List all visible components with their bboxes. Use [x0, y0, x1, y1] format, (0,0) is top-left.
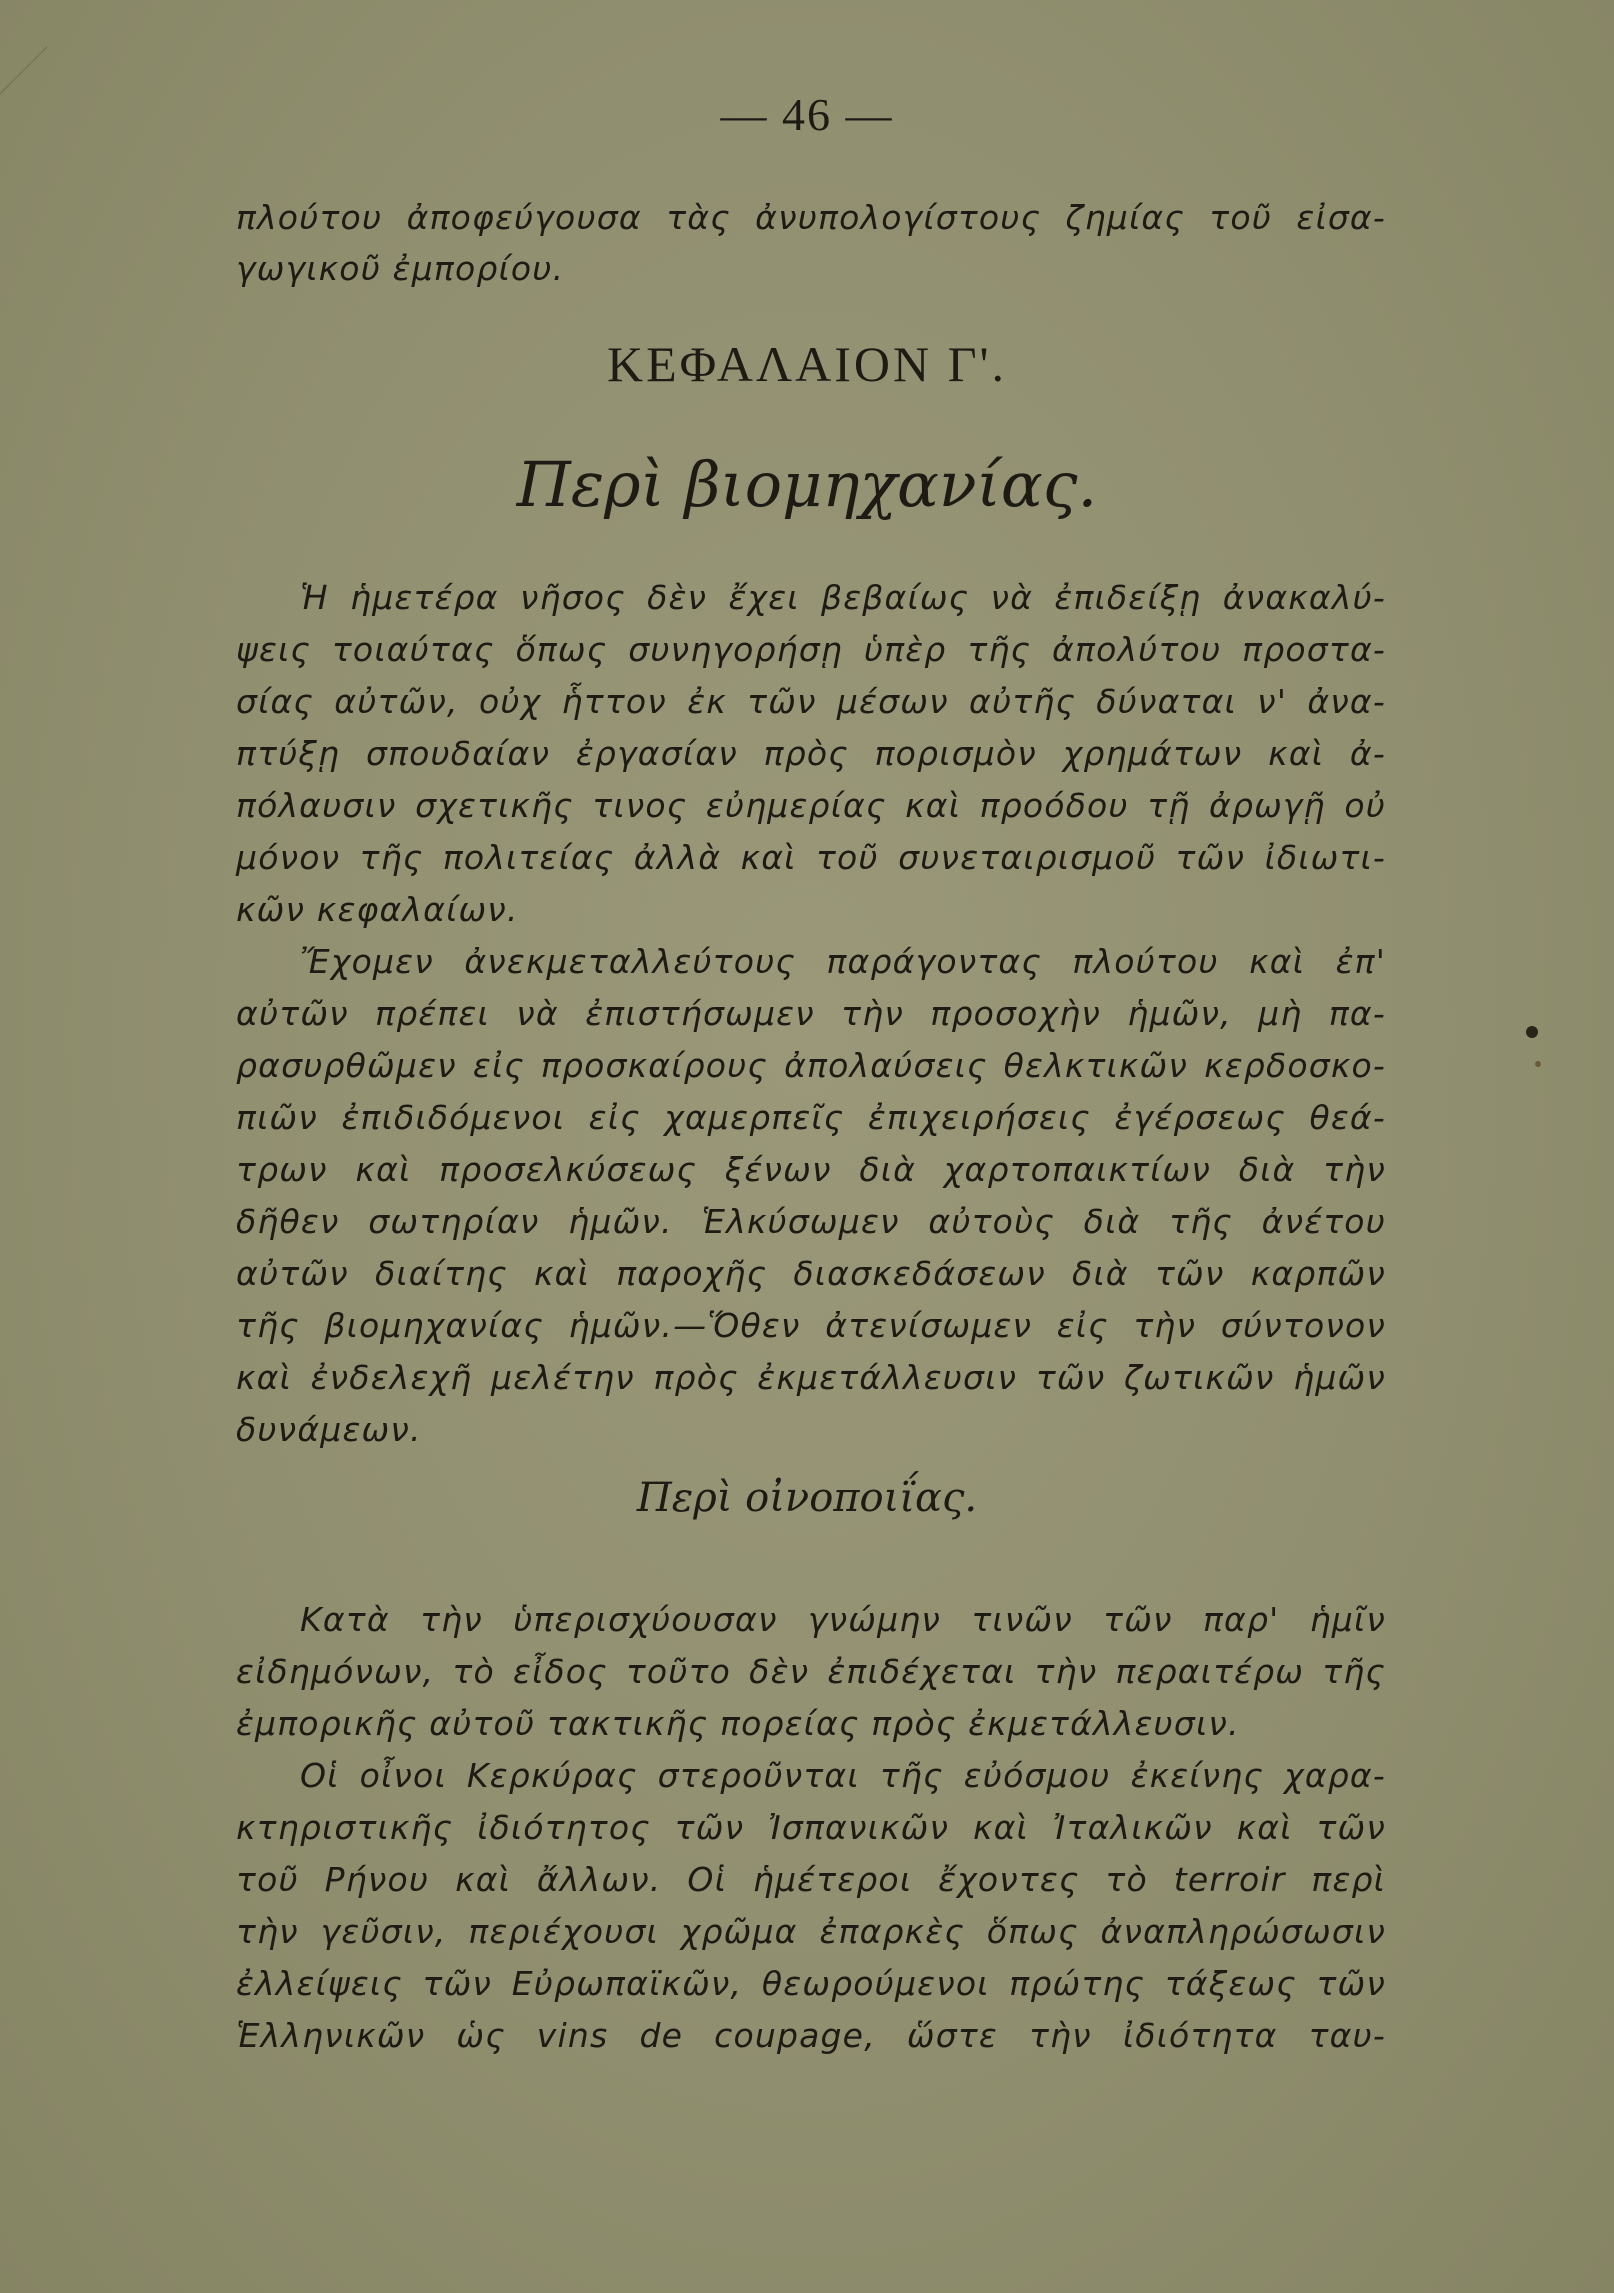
- text-line: εἰδημόνων, τὸ εἶδος τοῦτο δὲν ἐπιδέχεται τὴν περαιτέρω τῆς: [236, 1652, 1386, 1691]
- section-title-winemaking: Περὶ οἰνοποιΐας.: [636, 1475, 978, 1521]
- text-line: κῶν κεφαλαίων.: [236, 890, 519, 929]
- text-line: ρασυρθῶμεν εἰς προσκαίρους ἀπολαύσεις θελκτικῶν κερδοσκο-: [236, 1046, 1386, 1085]
- text-line: Ἡ ἡμετέρα νῆσος δὲν ἔχει βεβαίως νὰ ἐπιδείξῃ ἀνακαλύ-: [300, 578, 1386, 617]
- text-line: κτηριστικῆς ἰδιότητος τῶν Ἰσπανικῶν καὶ Ἰταλικῶν καὶ τῶν: [236, 1808, 1386, 1847]
- text-line: τρων καὶ προσελκύσεως ξένων διὰ χαρτοπαικτίων διὰ τὴν: [236, 1150, 1386, 1189]
- text-line: γωγικοῦ ἐμπορίου.: [236, 249, 565, 288]
- text-line: σίας αὐτῶν, οὐχ ἧττον ἐκ τῶν μέσων αὐτῆς δύναται ν' ἀνα-: [236, 682, 1386, 721]
- page-number: — 46 —: [720, 89, 894, 140]
- text-line: καὶ ἐνδελεχῆ μελέτην πρὸς ἐκμετάλλευσιν τῶν ζωτικῶν ἡμῶν: [236, 1358, 1386, 1397]
- text-line: πλούτου ἀποφεύγουσα τὰς ἀνυπολογίστους ζημίας τοῦ εἰσα-: [236, 198, 1386, 237]
- text-line: τοῦ Ρήνου καὶ ἄλλων. Οἱ ἡμέτεροι ἔχοντες τὸ terroir περὶ: [236, 1860, 1386, 1899]
- ink-spot: [1535, 1061, 1541, 1067]
- text-line: Ἑλληνικῶν ὡς vins de coupage, ὥστε τὴν ἰδιότητα ταυ-: [236, 2016, 1386, 2055]
- chapter-heading: ΚΕΦΑΛΑΙΟΝ Γ'.: [606, 336, 1008, 392]
- text-line: Οἱ οἶνοι Κερκύρας στεροῦνται τῆς εὐόσμου ἐκείνης χαρα-: [300, 1756, 1386, 1795]
- section-title-industry: Περὶ βιομηχανίας.: [516, 448, 1098, 521]
- text-line: δῆθεν σωτηρίαν ἡμῶν. Ἑλκύσωμεν αὐτοὺς διὰ τῆς ἀνέτου: [236, 1202, 1386, 1241]
- text-line: ψεις τοιαύτας ὅπως συνηγορήσῃ ὑπὲρ τῆς ἀπολύτου προστα-: [236, 630, 1386, 669]
- text-line: αὐτῶν διαίτης καὶ παροχῆς διασκεδάσεων διὰ τῶν καρπῶν: [236, 1254, 1386, 1293]
- text-line: Κατὰ τὴν ὑπερισχύουσαν γνώμην τινῶν τῶν παρ' ἡμῖν: [300, 1600, 1386, 1639]
- text-line: πόλαυσιν σχετικῆς τινος εὐημερίας καὶ προόδου τῇ ἀρωγῇ οὐ: [236, 786, 1386, 825]
- ink-spot: [1526, 1026, 1538, 1038]
- text-line: Ἔχομεν ἀνεκμεταλλεύτους παράγοντας πλούτου καὶ ἐπ': [300, 942, 1386, 981]
- text-line: τῆς βιομηχανίας ἡμῶν.—Ὅθεν ἀτενίσωμεν εἰς τὴν σύντονον: [236, 1306, 1386, 1345]
- text-line: πτύξῃ σπουδαίαν ἐργασίαν πρὸς πορισμὸν χρημάτων καὶ ἀ-: [236, 734, 1386, 773]
- text-line: τὴν γεῦσιν, περιέχουσι χρῶμα ἐπαρκὲς ὅπως ἀναπληρώσωσιν: [236, 1912, 1386, 1951]
- text-line: πιῶν ἐπιδιδόμενοι εἰς χαμερπεῖς ἐπιχειρήσεις ἐγέρσεως θεά-: [236, 1098, 1386, 1137]
- text-line: δυνάμεων.: [236, 1410, 422, 1449]
- text-line: ἐμπορικῆς αὐτοῦ τακτικῆς πορείας πρὸς ἐκμετάλλευσιν.: [236, 1704, 1240, 1743]
- text-line: αὐτῶν πρέπει νὰ ἐπιστήσωμεν τὴν προσοχὴν ἡμῶν, μὴ πα-: [236, 994, 1386, 1033]
- text-line: ἐλλείψεις τῶν Εὐρωπαϊκῶν, θεωρούμενοι πρώτης τάξεως τῶν: [236, 1964, 1386, 2003]
- text-line: μόνον τῆς πολιτείας ἀλλὰ καὶ τοῦ συνεταιρισμοῦ τῶν ἰδιωτι-: [236, 838, 1386, 877]
